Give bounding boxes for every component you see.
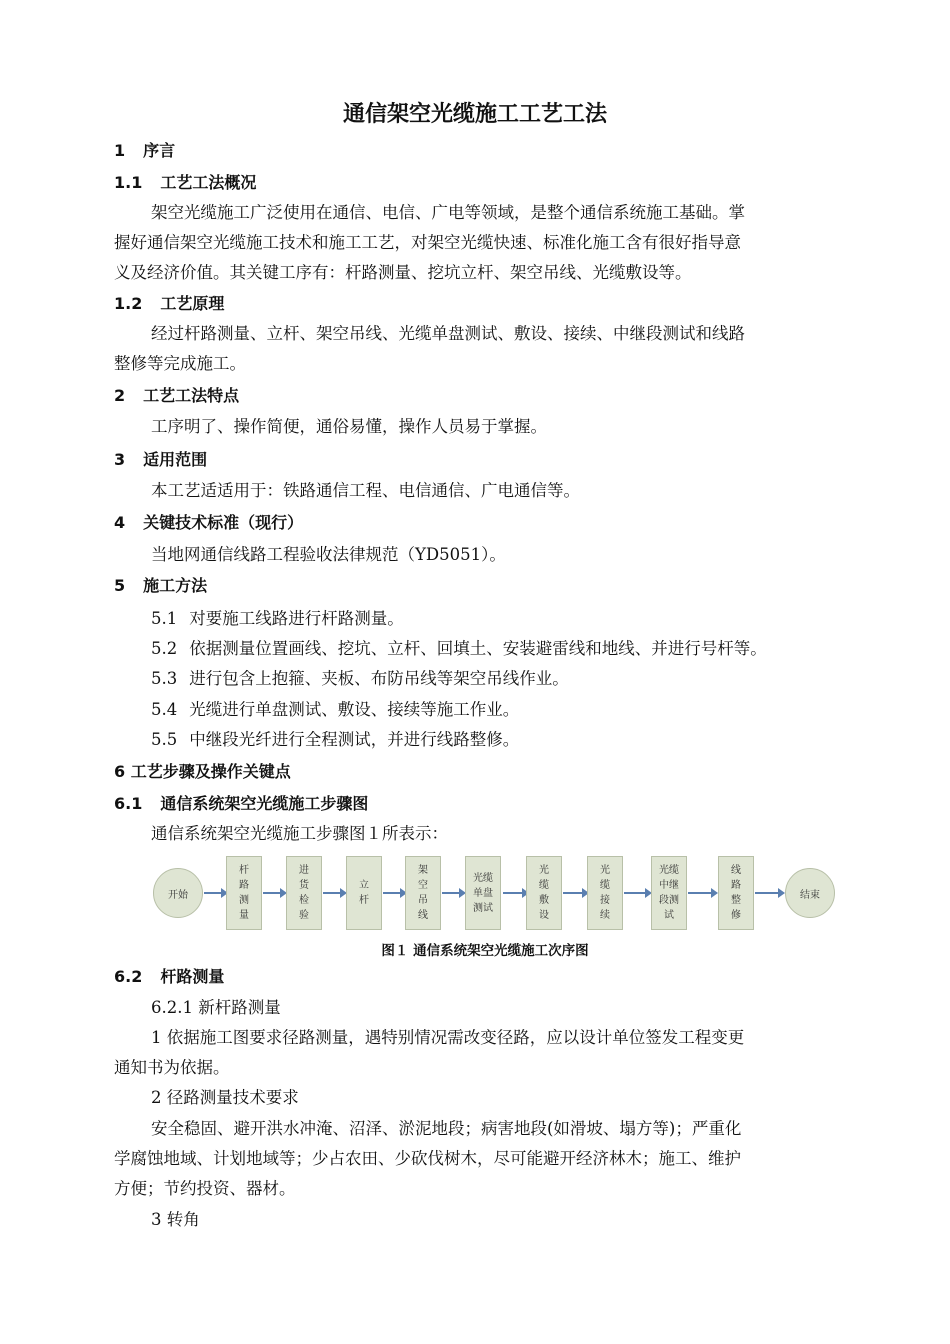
flow-arrow (503, 892, 523, 894)
paragraph-line: 通知书为依据。 (114, 1058, 230, 1077)
step-item: 5.4 光缆进行单盘测试、敷设、接续等施工作业。 (151, 700, 520, 719)
subheading-6-2-1: 6.2.1 新杆路测量 (151, 998, 281, 1017)
flow-step-box: 光缆 中继 段测 试 (651, 856, 687, 930)
flow-arrow (624, 892, 646, 894)
paragraph-line: 当地网通信线路工程验收法律规范（YD5051）。 (151, 545, 506, 564)
flow-step-box: 光 缆 敷 设 (526, 856, 562, 930)
flow-step-box: 线 路 整 修 (718, 856, 754, 930)
step-item: 5.3 进行包含上抱箍、夹板、布防吊线等架空吊线作业。 (151, 669, 569, 688)
heading-4: 4 关键技术标准（现行） (114, 513, 304, 532)
paragraph-line: 3 转角 (151, 1210, 200, 1229)
paragraph-line: 义及经济价值。其关键工序有：杆路测量、挖坑立杆、架空吊线、光缆敷设等。 (114, 263, 692, 282)
figure-caption: 图１ 通信系统架空光缆施工次序图 (381, 943, 589, 959)
flow-arrow (204, 892, 222, 894)
flow-start-node: 开始 (153, 868, 203, 918)
flow-step-box: 立 杆 (346, 856, 382, 930)
heading-3: 3 适用范围 (114, 450, 208, 469)
paragraph-line: 学腐蚀地域、计划地域等；少占农田、少砍伐树木，尽可能避开经济林木；施工、维护 (114, 1149, 741, 1168)
flow-end-node: 结束 (785, 868, 835, 918)
paragraph-line: 通信系统架空光缆施工步骤图１所表示： (151, 824, 448, 843)
paragraph-line: 握好通信架空光缆施工技术和施工工艺，对架空光缆快速、标准化施工含有很好指导意 (114, 233, 741, 252)
paragraph-line: 经过杆路测量、立杆、架空吊线、光缆单盘测试、敷设、接续、中继段测试和线路 (151, 324, 745, 343)
flow-step-box: 架 空 吊 线 (405, 856, 441, 930)
process-flowchart (148, 852, 838, 934)
paragraph-line: 安全稳固、避开洪水冲淹、沼泽、淤泥地段；病害地段(如滑坡、塌方等)；严重化 (151, 1119, 742, 1138)
paragraph-line: 架空光缆施工广泛使用在通信、电信、广电等领域，是整个通信系统施工基础。掌 (151, 203, 745, 222)
flow-step-box: 光缆 单盘 测试 (465, 856, 501, 930)
flow-arrow (442, 892, 460, 894)
heading-6-1: 6.1 通信系统架空光缆施工步骤图 (114, 794, 369, 813)
document-title: 通信架空光缆施工工艺工法 (342, 102, 607, 127)
flow-arrow (383, 892, 401, 894)
step-item: 5.1 对要施工线路进行杆路测量。 (151, 609, 404, 628)
heading-6: 6 工艺步骤及操作关键点 (114, 762, 291, 781)
paragraph-line: 本工艺适适用于：铁路通信工程、电信通信、广电通信等。 (151, 481, 580, 500)
heading-5: 5 施工方法 (114, 576, 208, 595)
heading-1-2: 1.2 工艺原理 (114, 294, 225, 313)
flow-arrow (755, 892, 779, 894)
heading-6-2: 6.2 杆路测量 (114, 967, 225, 986)
step-item: 5.2 依据测量位置画线、挖坑、立杆、回填土、安装避雷线和地线、并进行号杆等。 (151, 639, 767, 658)
flow-step-box: 光 缆 接 续 (587, 856, 623, 930)
flow-arrow (323, 892, 341, 894)
heading-1: 1 序言 (114, 141, 176, 160)
paragraph-line: 2 径路测量技术要求 (151, 1088, 299, 1107)
flow-step-box: 杆 路 测 量 (226, 856, 262, 930)
heading-1-1: 1.1 工艺工法概况 (114, 173, 257, 192)
flow-arrow (263, 892, 281, 894)
flow-step-box: 进 货 检 验 (286, 856, 322, 930)
paragraph-line: 整修等完成施工。 (114, 354, 246, 373)
step-item: 5.5 中继段光纤进行全程测试，并进行线路整修。 (151, 730, 520, 749)
heading-2: 2 工艺工法特点 (114, 386, 240, 405)
flow-arrow (688, 892, 712, 894)
paragraph-line: 方便；节约投资、器材。 (114, 1179, 296, 1198)
flow-arrow (563, 892, 583, 894)
paragraph-line: 工序明了、操作简便，通俗易懂，操作人员易于掌握。 (151, 417, 547, 436)
paragraph-line: 1 依据施工图要求径路测量，遇特别情况需改变径路，应以设计单位签发工程变更 (151, 1028, 745, 1047)
